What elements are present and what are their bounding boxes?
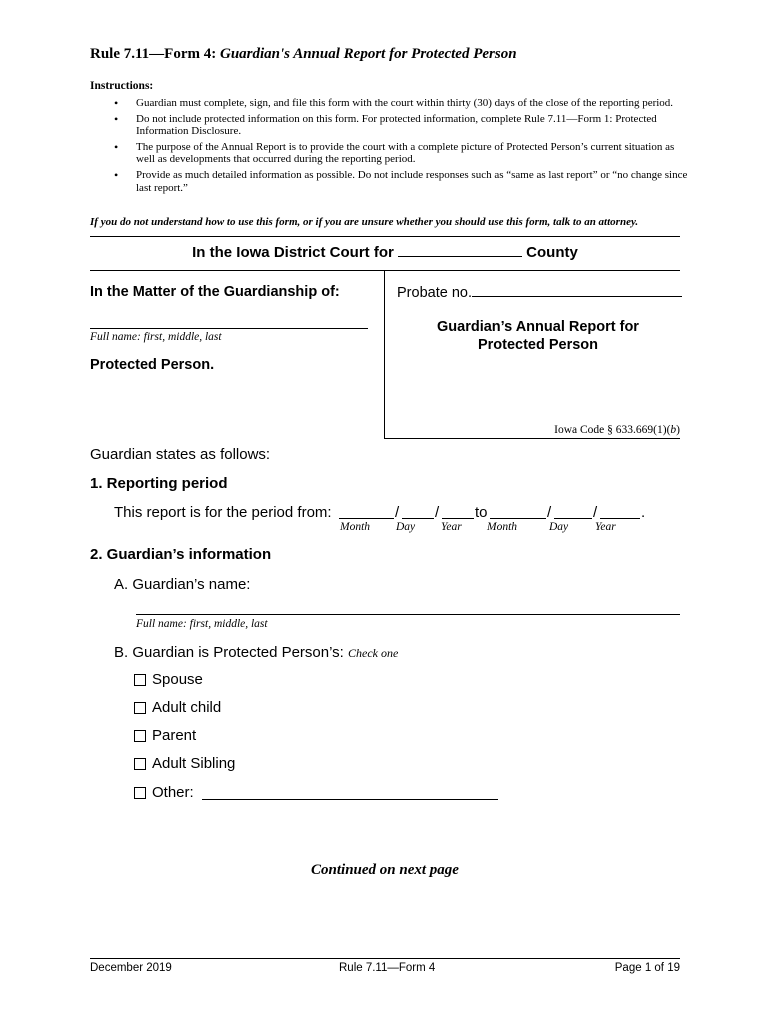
footer-page: Page 1 of 19 — [614, 962, 680, 974]
guardian-name-field[interactable] — [136, 614, 680, 615]
fullname-hint: Full name: first, middle, last — [90, 331, 222, 343]
question-b-text: B. Guardian is Protected Person’s: — [114, 644, 344, 661]
label-year: Year — [441, 521, 462, 533]
caption-top-rule — [90, 236, 680, 237]
option-other[interactable] — [134, 784, 194, 801]
period-end: . — [641, 504, 646, 521]
other-field[interactable] — [202, 799, 498, 800]
protected-person-name-field[interactable] — [90, 328, 368, 329]
option-adult-child[interactable] — [134, 699, 221, 716]
attorney-note: If you do not understand how to use this form, or if you are unsure whether you should use this form, talk to an attorney. — [90, 216, 639, 228]
from-day-field[interactable] — [402, 518, 434, 519]
caption-divider — [384, 270, 385, 438]
period-text: This report is for the period from: — [114, 504, 332, 521]
footer-date: December 2019 — [90, 962, 172, 974]
iowa-code-reference — [480, 424, 680, 436]
label-day: Day — [549, 521, 569, 533]
court-prefix: In the Iowa District Court for — [192, 244, 394, 261]
slash: / — [435, 504, 440, 521]
checkbox[interactable] — [134, 787, 146, 799]
label-year: Year — [595, 521, 616, 533]
continued-note: Continued on next page — [311, 862, 459, 878]
guardian-states: Guardian states as follows: — [90, 446, 271, 463]
county-field[interactable] — [398, 256, 522, 257]
title-italic: Guardian's Annual Report for Protected Person — [219, 46, 517, 62]
instruction-item: • The purpose of the Annual Report is to provide the court with a complete picture of Protected Person’s current situation as well as developments that occurred during the reporting period. — [90, 141, 690, 166]
checkbox[interactable] — [134, 702, 146, 714]
court-suffix: County — [526, 244, 578, 261]
instruction-item: • Do not include protected information on this form. For protected information, complete Rule 7.11—Form 1: Protected Information Disclosure. — [90, 113, 690, 138]
caption-mid-rule — [90, 270, 680, 271]
option-label: Adult child — [152, 699, 222, 716]
to-label: to — [475, 504, 488, 521]
option-label: Adult Sibling — [152, 755, 236, 772]
iowa-code-end: ) — [676, 424, 680, 436]
question-b — [114, 644, 398, 661]
reporting-period-line — [114, 504, 332, 521]
instructions-list — [90, 97, 690, 197]
footer-form: Rule 7.11—Form 4 — [339, 962, 436, 974]
checkbox[interactable] — [134, 758, 146, 770]
to-day-field[interactable] — [554, 518, 592, 519]
page-title — [90, 46, 517, 63]
instruction-item: • Provide as much detailed information as possible. Do not include responses such as “same as last report” or “no change since last report.” — [90, 169, 690, 194]
title-prefix: Rule 7.11—Form 4: — [90, 46, 220, 62]
option-label: Parent — [152, 727, 197, 744]
court-heading — [90, 244, 680, 261]
to-year-field[interactable] — [600, 518, 640, 519]
matter-heading: In the Matter of the Guardianship of: — [90, 284, 340, 300]
iowa-code-text: Iowa Code § 633.669(1)( — [554, 424, 671, 436]
instruction-item: • Guardian must complete, sign, and file this form with the court within thirty (30) days of the close of the reporting period. — [90, 97, 690, 110]
slash: / — [547, 504, 552, 521]
slash: / — [395, 504, 400, 521]
label-month: Month — [487, 521, 518, 533]
option-adult-sibling[interactable] — [134, 755, 235, 772]
probate-number — [397, 285, 682, 301]
option-spouse[interactable] — [134, 671, 203, 688]
slash: / — [593, 504, 598, 521]
caption-bottom-rule — [384, 438, 680, 439]
from-year-field[interactable] — [442, 518, 474, 519]
probate-label: Probate no. — [397, 285, 472, 301]
option-label: Spouse — [152, 671, 203, 688]
report-title-line1: Guardian’s Annual Report for — [437, 319, 639, 335]
iowa-code-italic: b — [670, 424, 677, 436]
to-month-field[interactable] — [490, 518, 546, 519]
label-day: Day — [396, 521, 416, 533]
footer-rule — [90, 958, 680, 959]
guardian-fullname-hint: Full name: first, middle, last — [136, 618, 268, 630]
checkbox[interactable] — [134, 674, 146, 686]
option-parent[interactable] — [134, 727, 196, 744]
protected-person-label: Protected Person. — [90, 357, 215, 373]
check-one-hint: Check one — [348, 646, 399, 660]
report-title — [388, 318, 688, 354]
from-month-field[interactable] — [339, 518, 394, 519]
option-label: Other: — [152, 784, 194, 801]
probate-number-field[interactable] — [472, 296, 682, 297]
section-2-title: 2. Guardian’s information — [90, 546, 272, 563]
instructions-heading: Instructions: — [90, 80, 154, 92]
section-1-title: 1. Reporting period — [90, 475, 228, 492]
report-title-line2: Protected Person — [477, 337, 599, 353]
question-a: A. Guardian’s name: — [114, 576, 251, 593]
label-month: Month — [340, 521, 371, 533]
checkbox[interactable] — [134, 730, 146, 742]
